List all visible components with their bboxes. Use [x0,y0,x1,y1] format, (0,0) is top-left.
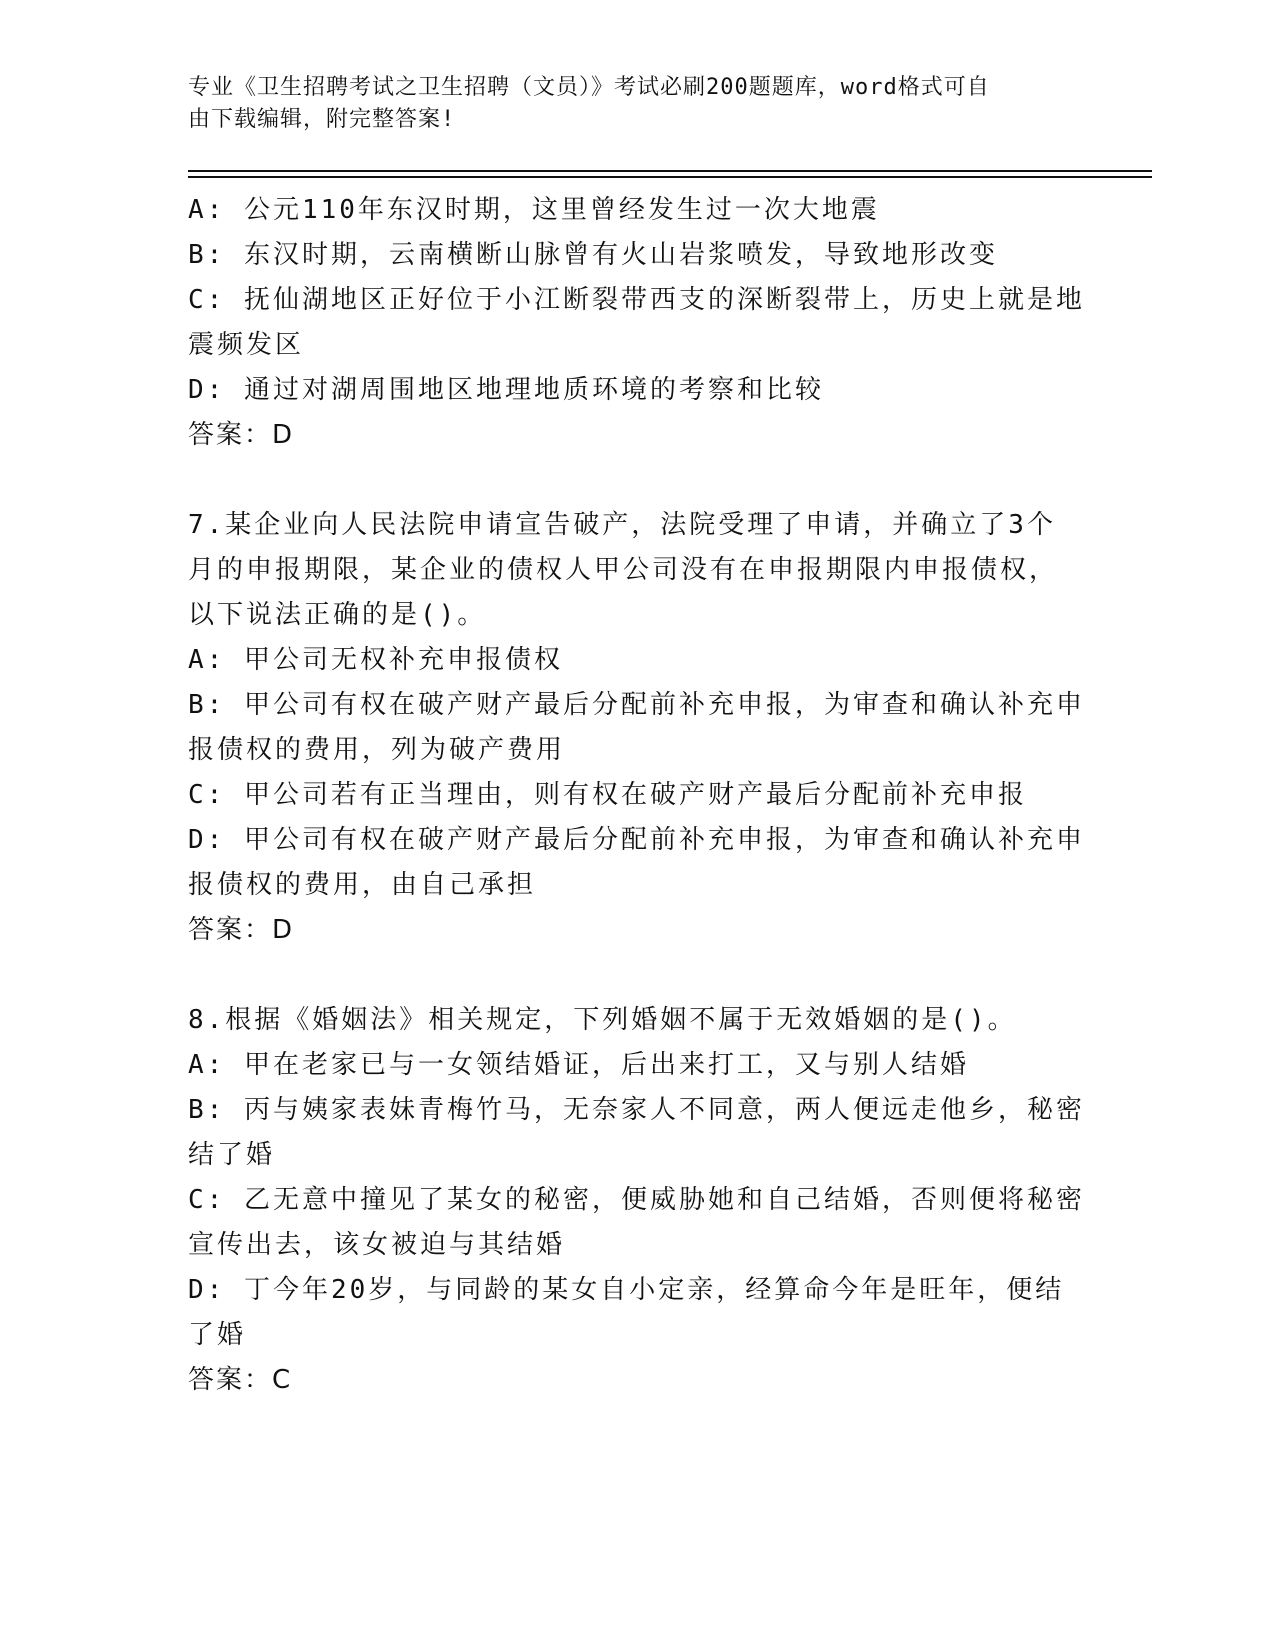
option-d: D: 丁今年20岁，与同龄的某女自小定亲，经算命今年是旺年，便结 [188,1275,1065,1305]
header-line-2: 由下载编辑，附完整答案! [188,107,456,132]
option-c: C: 甲公司若有正当理由，则有权在破产财产最后分配前补充申报 [188,780,1027,810]
question-stem-continued: 以下说法正确的是()。 [188,600,487,630]
header-line-1: 专业《卫生招聘考试之卫生招聘（文员）》考试必刷200题题库，word格式可自 [188,75,990,100]
question-6-options [188,188,1088,458]
option-d: D: 通过对湖周围地区地理地质环境的考察和比较 [188,375,824,405]
option-c-continued: 宣传出去，该女被迫与其结婚 [188,1230,566,1260]
answer: 答案：D [188,915,295,945]
option-d-continued: 报债权的费用，由自己承担 [188,870,537,900]
option-b: B: 东汉时期，云南横断山脉曾有火山岩浆喷发，导致地形改变 [188,240,998,270]
answer: 答案：C [188,1365,293,1395]
option-d-continued: 了婚 [188,1320,247,1350]
document-body [188,188,1088,1403]
question-stem: 7.某企业向人民法院申请宣告破产，法院受理了申请，并确立了3个 [188,510,1056,540]
document-header [188,72,1088,136]
option-b: B: 丙与姨家表妹青梅竹马，无奈家人不同意，两人便远走他乡，秘密 [188,1095,1085,1125]
option-c: C: 乙无意中撞见了某女的秘密，便威胁她和自己结婚，否则便将秘密 [188,1185,1085,1215]
question-8 [188,998,1088,1403]
option-b-continued: 结了婚 [188,1140,276,1170]
option-b-continued: 报债权的费用，列为破产费用 [188,735,566,765]
question-stem: 8.根据《婚姻法》相关规定，下列婚姻不属于无效婚姻的是()。 [188,1005,1017,1035]
option-a: A: 甲公司无权补充申报债权 [188,645,563,675]
option-c-continued: 震频发区 [188,330,305,360]
option-a: A: 公元110年东汉时期，这里曾经发生过一次大地震 [188,195,880,225]
question-stem-continued: 月的申报期限，某企业的债权人甲公司没有在申报期限内申报债权， [188,555,1059,585]
option-d: D: 甲公司有权在破产财产最后分配前补充申报，为审查和确认补充申 [188,825,1085,855]
spacer [188,953,1088,998]
spacer [188,458,1088,503]
option-b: B: 甲公司有权在破产财产最后分配前补充申报，为审查和确认补充申 [188,690,1085,720]
answer: 答案：D [188,420,295,450]
question-7 [188,503,1088,953]
header-divider-bottom [188,176,1152,178]
option-c: C: 抚仙湖地区正好位于小江断裂带西支的深断裂带上，历史上就是地 [188,285,1085,315]
header-divider-top [188,170,1152,172]
option-a: A: 甲在老家已与一女领结婚证，后出来打工，又与别人结婚 [188,1050,969,1080]
